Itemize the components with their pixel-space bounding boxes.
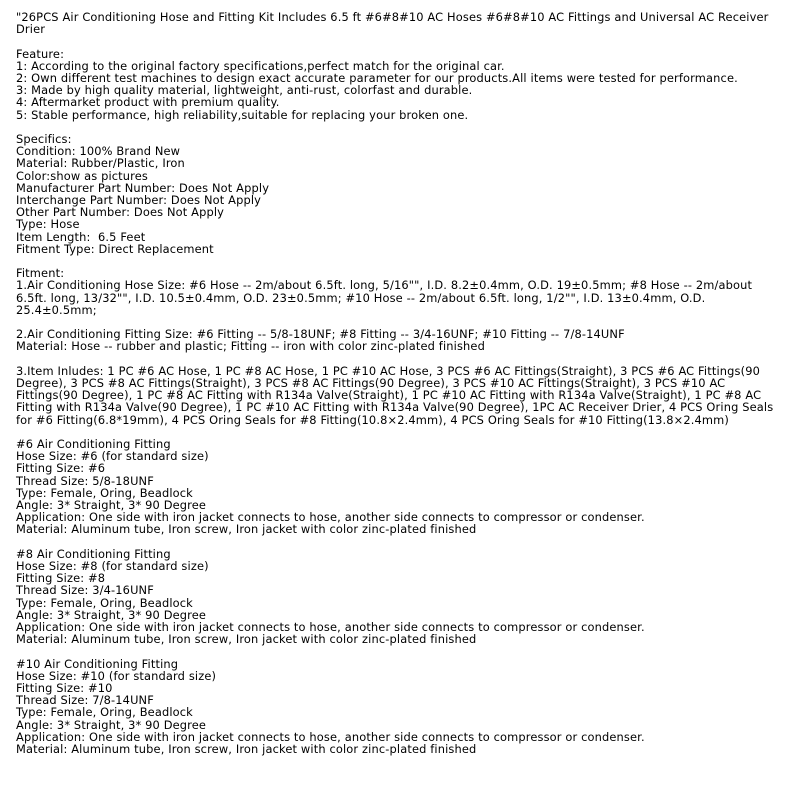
- feature-item: 3: Made by high quality material, lightweight, anti-rust, colorfast and durable.: [16, 83, 473, 98]
- specifics-item: Item Length: 6.5 Feet: [16, 229, 146, 244]
- fitting-6-spec: Hose Size: #6 (for standard size): [16, 449, 209, 464]
- spacer: [16, 536, 786, 548]
- fitting-8-spec: Type: Female, Oring, Beadlock: [16, 595, 193, 610]
- fitting-6-spec: Application: One side with iron jacket connects to hose, another side connects to compressor or condenser.: [16, 510, 645, 525]
- product-title: "26PCS Air Conditioning Hose and Fitting Kit Includes 6.5 ft #6#8#10 AC Hoses #6#8#10 AC Fittings and Universal AC Receiver Drier: [16, 10, 773, 37]
- fitting-8-spec: Fitting Size: #8: [16, 571, 106, 586]
- fitting-8-spec: Angle: 3* Straight, 3* 90 Degree: [16, 607, 207, 622]
- specifics-item: Condition: 100% Brand New: [16, 144, 181, 159]
- spacer: [16, 35, 786, 47]
- fitting-8-spec: Application: One side with iron jacket connects to hose, another side connects to compressor or condenser.: [16, 620, 645, 635]
- fitting-10-spec: Hose Size: #10 (for standard size): [16, 668, 217, 683]
- specifics-item: Type: Hose: [16, 217, 80, 232]
- specifics-item: Color:show as pictures: [16, 168, 148, 183]
- fitting-10-heading: #10 Air Conditioning Fitting: [16, 656, 179, 671]
- spacer: [16, 645, 786, 657]
- specifics-item: Other Part Number: Does Not Apply: [16, 205, 225, 220]
- specifics-item: Interchange Part Number: Does Not Apply: [16, 193, 262, 208]
- fitment-material: Material: Hose -- rubber and plastic; Fitting -- iron with color zinc-plated finished: [16, 339, 485, 354]
- spacer: [16, 353, 786, 365]
- fitment-fitting-size: 2.Air Conditioning Fitting Size: #6 Fitting -- 5/8-18UNF; #8 Fitting -- 3/4-16UNF; #10 Fitting -- 7/8-14UNF: [16, 327, 625, 342]
- specifics-item: Material: Rubber/Plastic, Iron: [16, 156, 185, 171]
- feature-item: 5: Stable performance, high reliability,suitable for replacing your broken one.: [16, 107, 469, 122]
- fitting-6-spec: Type: Female, Oring, Beadlock: [16, 485, 193, 500]
- fitting-8-spec: Material: Aluminum tube, Iron screw, Iron jacket with color zinc-plated finished: [16, 632, 477, 647]
- fitment-heading: Fitment:: [16, 266, 65, 281]
- fitting-6-spec: Angle: 3* Straight, 3* 90 Degree: [16, 498, 207, 513]
- fitting-6-spec: Fitting Size: #6: [16, 461, 106, 476]
- specifics-heading: Specifics:: [16, 132, 72, 146]
- fitting-10-spec: Material: Aluminum tube, Iron screw, Iron jacket with color zinc-plated finished: [16, 742, 477, 757]
- fitting-8-heading: #8 Air Conditioning Fitting: [16, 546, 171, 561]
- fitting-10-spec: Type: Female, Oring, Beadlock: [16, 705, 193, 720]
- fitting-10-spec: Angle: 3* Straight, 3* 90 Degree: [16, 717, 207, 732]
- feature-item: 4: Aftermarket product with premium quality.: [16, 95, 280, 110]
- fitment-hose-size: 1.Air Conditioning Hose Size: #6 Hose -- 2m/about 6.5ft. long, 5/16"", I.D. 8.2±0.4mm, O.D. 19±0.5mm; #8 Hose -- 2m/about 6.5ft. long, 13/32"", I.D. 10.5±0.4mm, O.D. 23±0.5mm; #10 Hose -- 2m/about 6.5ft. long, 1/2"", I.D. 13±0.4mm, O.D. 25.4±0.5mm;: [16, 278, 756, 317]
- spacer: [16, 121, 786, 133]
- feature-heading: Feature:: [16, 46, 65, 61]
- specifics-item: Manufacturer Part Number: Does Not Apply: [16, 180, 270, 195]
- specifics-item: Fitment Type: Direct Replacement: [16, 241, 214, 256]
- fitting-6-spec: Material: Aluminum tube, Iron screw, Iron jacket with color zinc-plated finished: [16, 522, 477, 537]
- fitting-8-spec: Hose Size: #8 (for standard size): [16, 559, 209, 574]
- product-description: [16, 11, 786, 755]
- feature-item: 1: According to the original factory specifications,perfect match for the original car.: [16, 58, 505, 73]
- fitment-includes: 3.Item Inludes: 1 PC #6 AC Hose, 1 PC #8 AC Hose, 1 PC #10 AC Hose, 3 PCS #6 AC Fittings(Straight), 3 PCS #6 AC Fittings(90 Degree), 3 PCS #8 AC Fittings(Straight), 3 PCS #8 AC Fittings(90 Degree), 3 PCS #10 AC Fittings(Straight), 3 PCS #10 AC Fittings(90 Degree), 1 PC #8 AC Fitting with R134a Valve(Straight), 1 PC #10 AC Fitting with R134a Valve(Straight), 1 PC #8 AC Fitting with R134a Valve(90 Degree), 1 PC #10 AC Fitting with R134a Valve(90 Degree), 1PC AC Receiver Drier, 4 PCS Oring Seals for #6 Fitting(6.8*19mm), 4 PCS Oring Seals for #8 Fitting(10.8×2.4mm), 4 PCS Oring Seals for #10 Fitting(13.8×2.4mm): [16, 363, 778, 427]
- fitting-6-spec: Thread Size: 5/8-18UNF: [16, 473, 154, 488]
- fitting-10-spec: Application: One side with iron jacket connects to hose, another side connects to compressor or condenser.: [16, 729, 645, 744]
- fitting-10-spec: Fitting Size: #10: [16, 681, 113, 696]
- fitting-10-spec: Thread Size: 7/8-14UNF: [16, 693, 154, 708]
- fitting-6-heading: #6 Air Conditioning Fitting: [16, 437, 171, 452]
- spacer: [16, 255, 786, 267]
- fitting-8-spec: Thread Size: 3/4-16UNF: [16, 583, 154, 598]
- feature-item: 2: Own different test machines to design exact accurate parameter for our products.All items were tested for performance.: [16, 71, 738, 85]
